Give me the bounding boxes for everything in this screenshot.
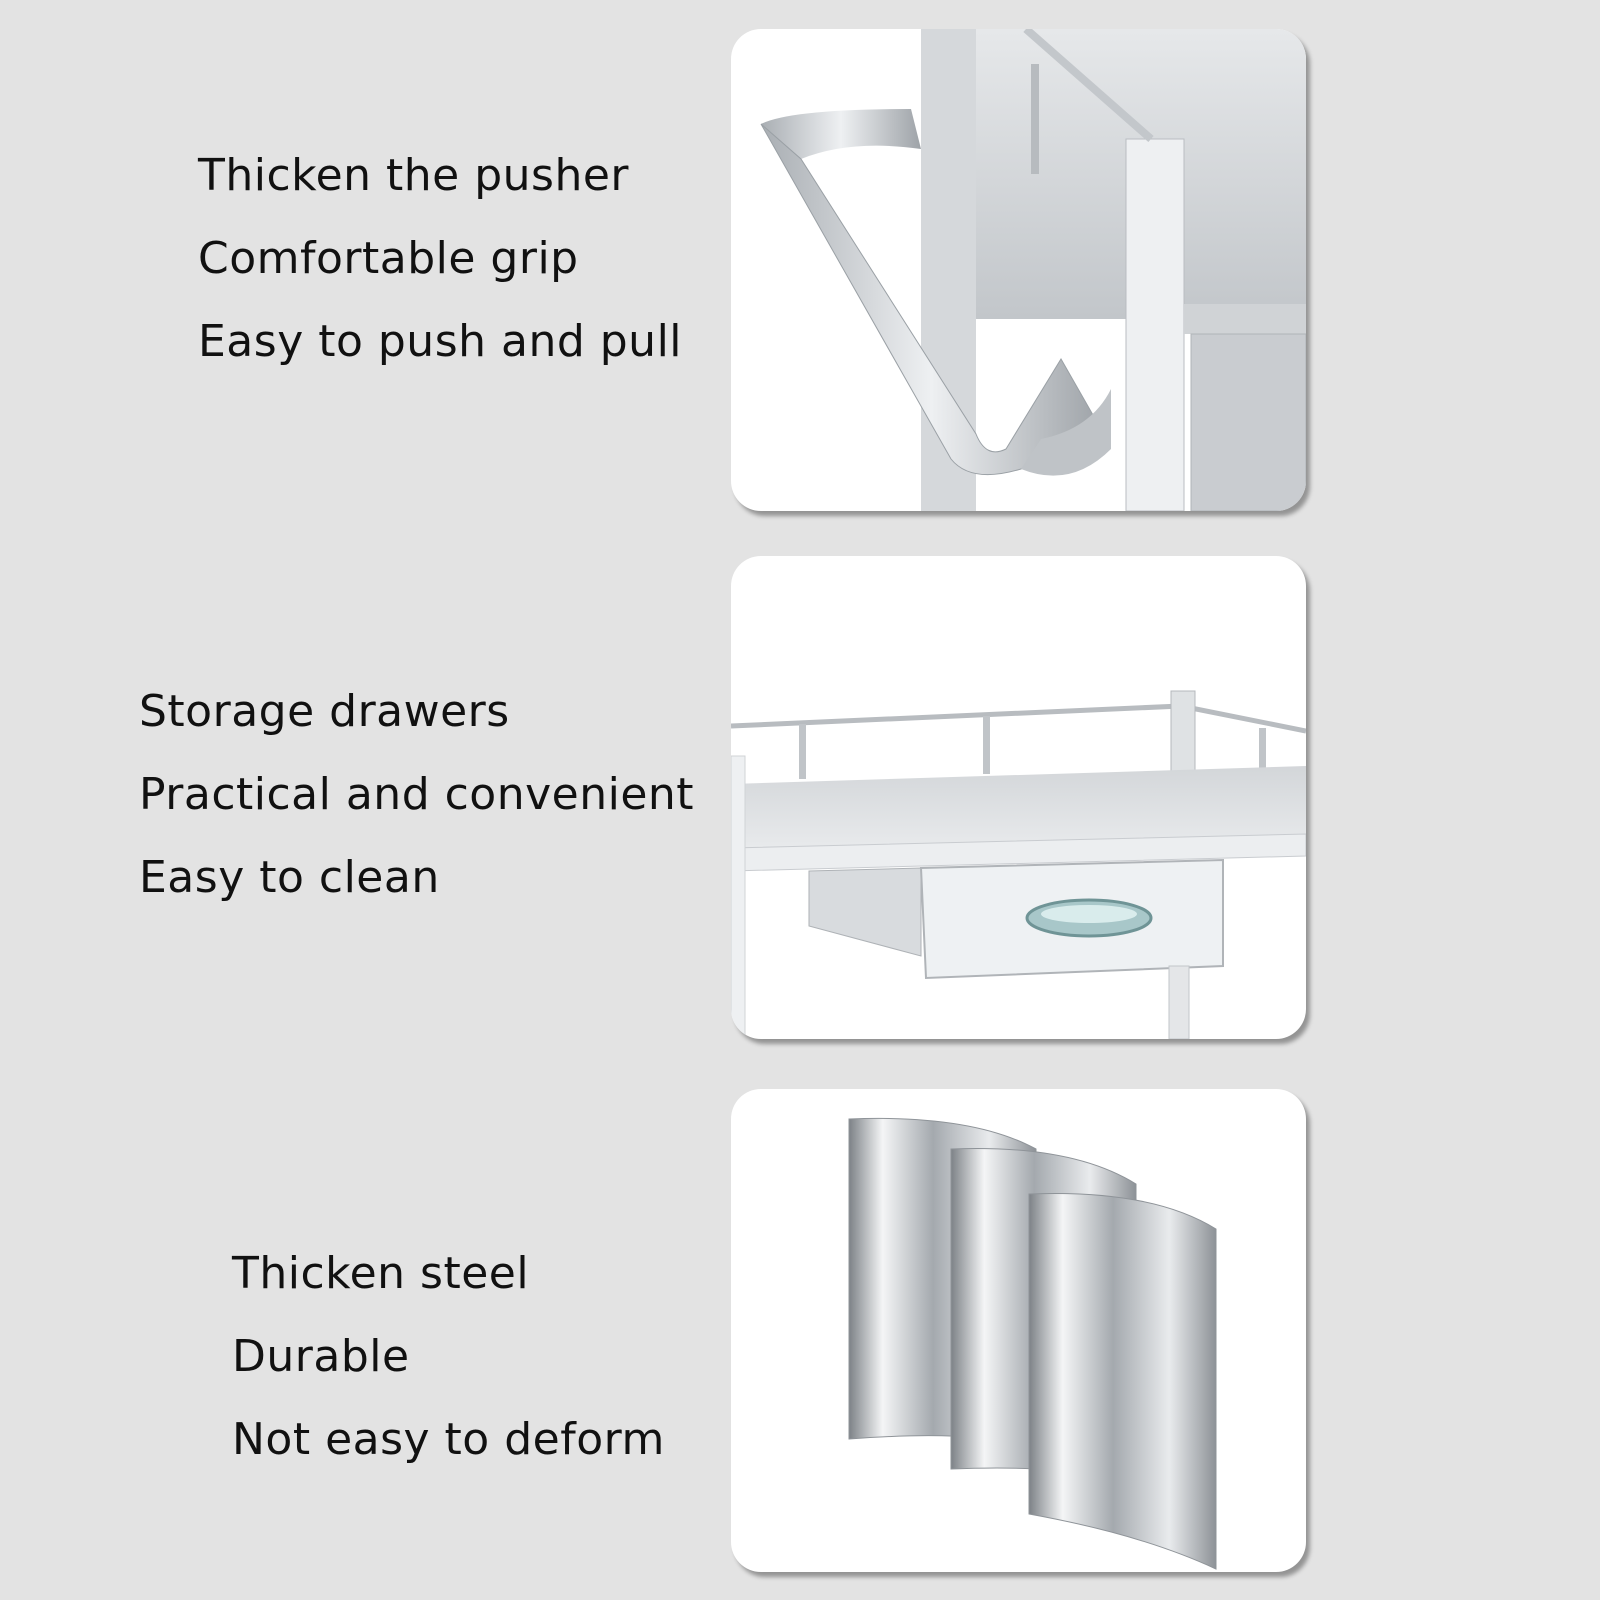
feature-line: Thicken steel <box>232 1248 530 1299</box>
feature-text-steel <box>232 1232 665 1481</box>
feature-line: Durable <box>232 1331 410 1382</box>
feature-line: Easy to push and pull <box>198 316 683 367</box>
feature-text-pusher <box>198 134 682 383</box>
pusher-handle-image <box>731 29 1306 511</box>
feature-line: Comfortable grip <box>198 233 579 284</box>
feature-line: Storage drawers <box>139 686 510 737</box>
feature-line: Easy to clean <box>139 852 440 903</box>
storage-drawer-image <box>731 556 1306 1039</box>
feature-line: Thicken the pusher <box>198 150 630 201</box>
feature-line: Practical and convenient <box>139 769 695 820</box>
steel-sheets-image <box>731 1089 1306 1572</box>
feature-text-drawers <box>139 670 694 919</box>
feature-line: Not easy to deform <box>232 1414 665 1465</box>
